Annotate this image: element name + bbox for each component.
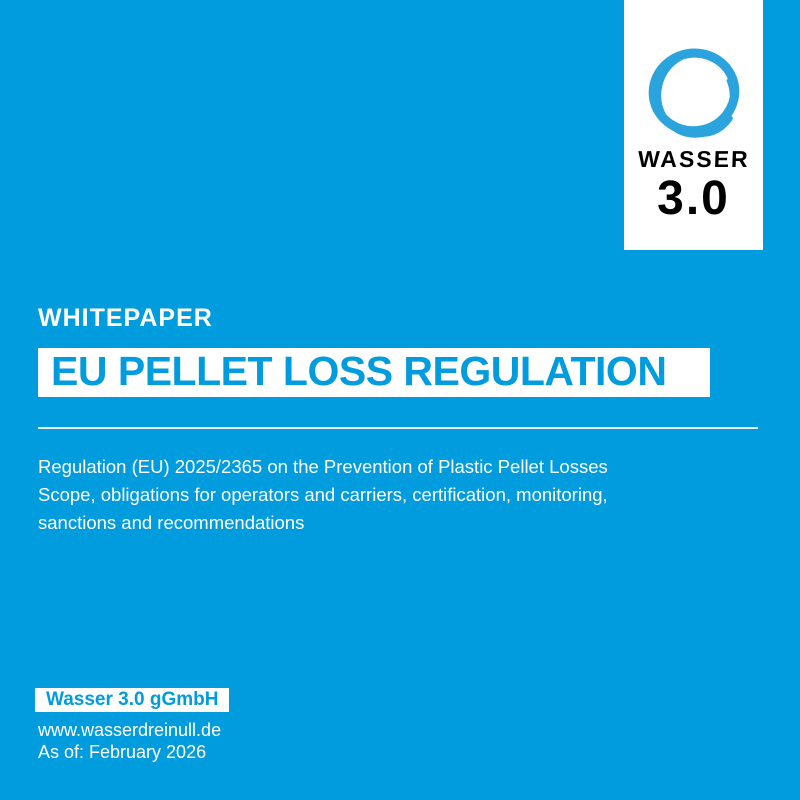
as-of-date: As of: February 2026 — [38, 742, 207, 762]
subtitle-line: Regulation (EU) 2025/2365 on the Prevention of Plastic Pellet Losses — [38, 456, 608, 477]
subtitle-line: sanctions and recommendations — [38, 512, 305, 533]
logo-brand-version: 3.0 — [657, 172, 730, 225]
organization-badge: Wasser 3.0 gGmbH — [35, 688, 229, 712]
subtitle — [38, 453, 698, 537]
document-type-label: WHITEPAPER — [38, 304, 213, 332]
wasser30-logo — [624, 0, 763, 250]
divider-line — [38, 427, 758, 429]
title-bar — [38, 348, 710, 397]
logo-brand-name: WASSER — [637, 146, 750, 172]
page-title: EU PELLET LOSS REGULATION — [51, 348, 667, 394]
subtitle-line: Scope, obligations for operators and carriers, certification, monitoring, — [38, 484, 608, 505]
website-url: www.wasserdreinull.de — [38, 720, 222, 740]
wasser-logo-circle-icon — [643, 44, 745, 146]
